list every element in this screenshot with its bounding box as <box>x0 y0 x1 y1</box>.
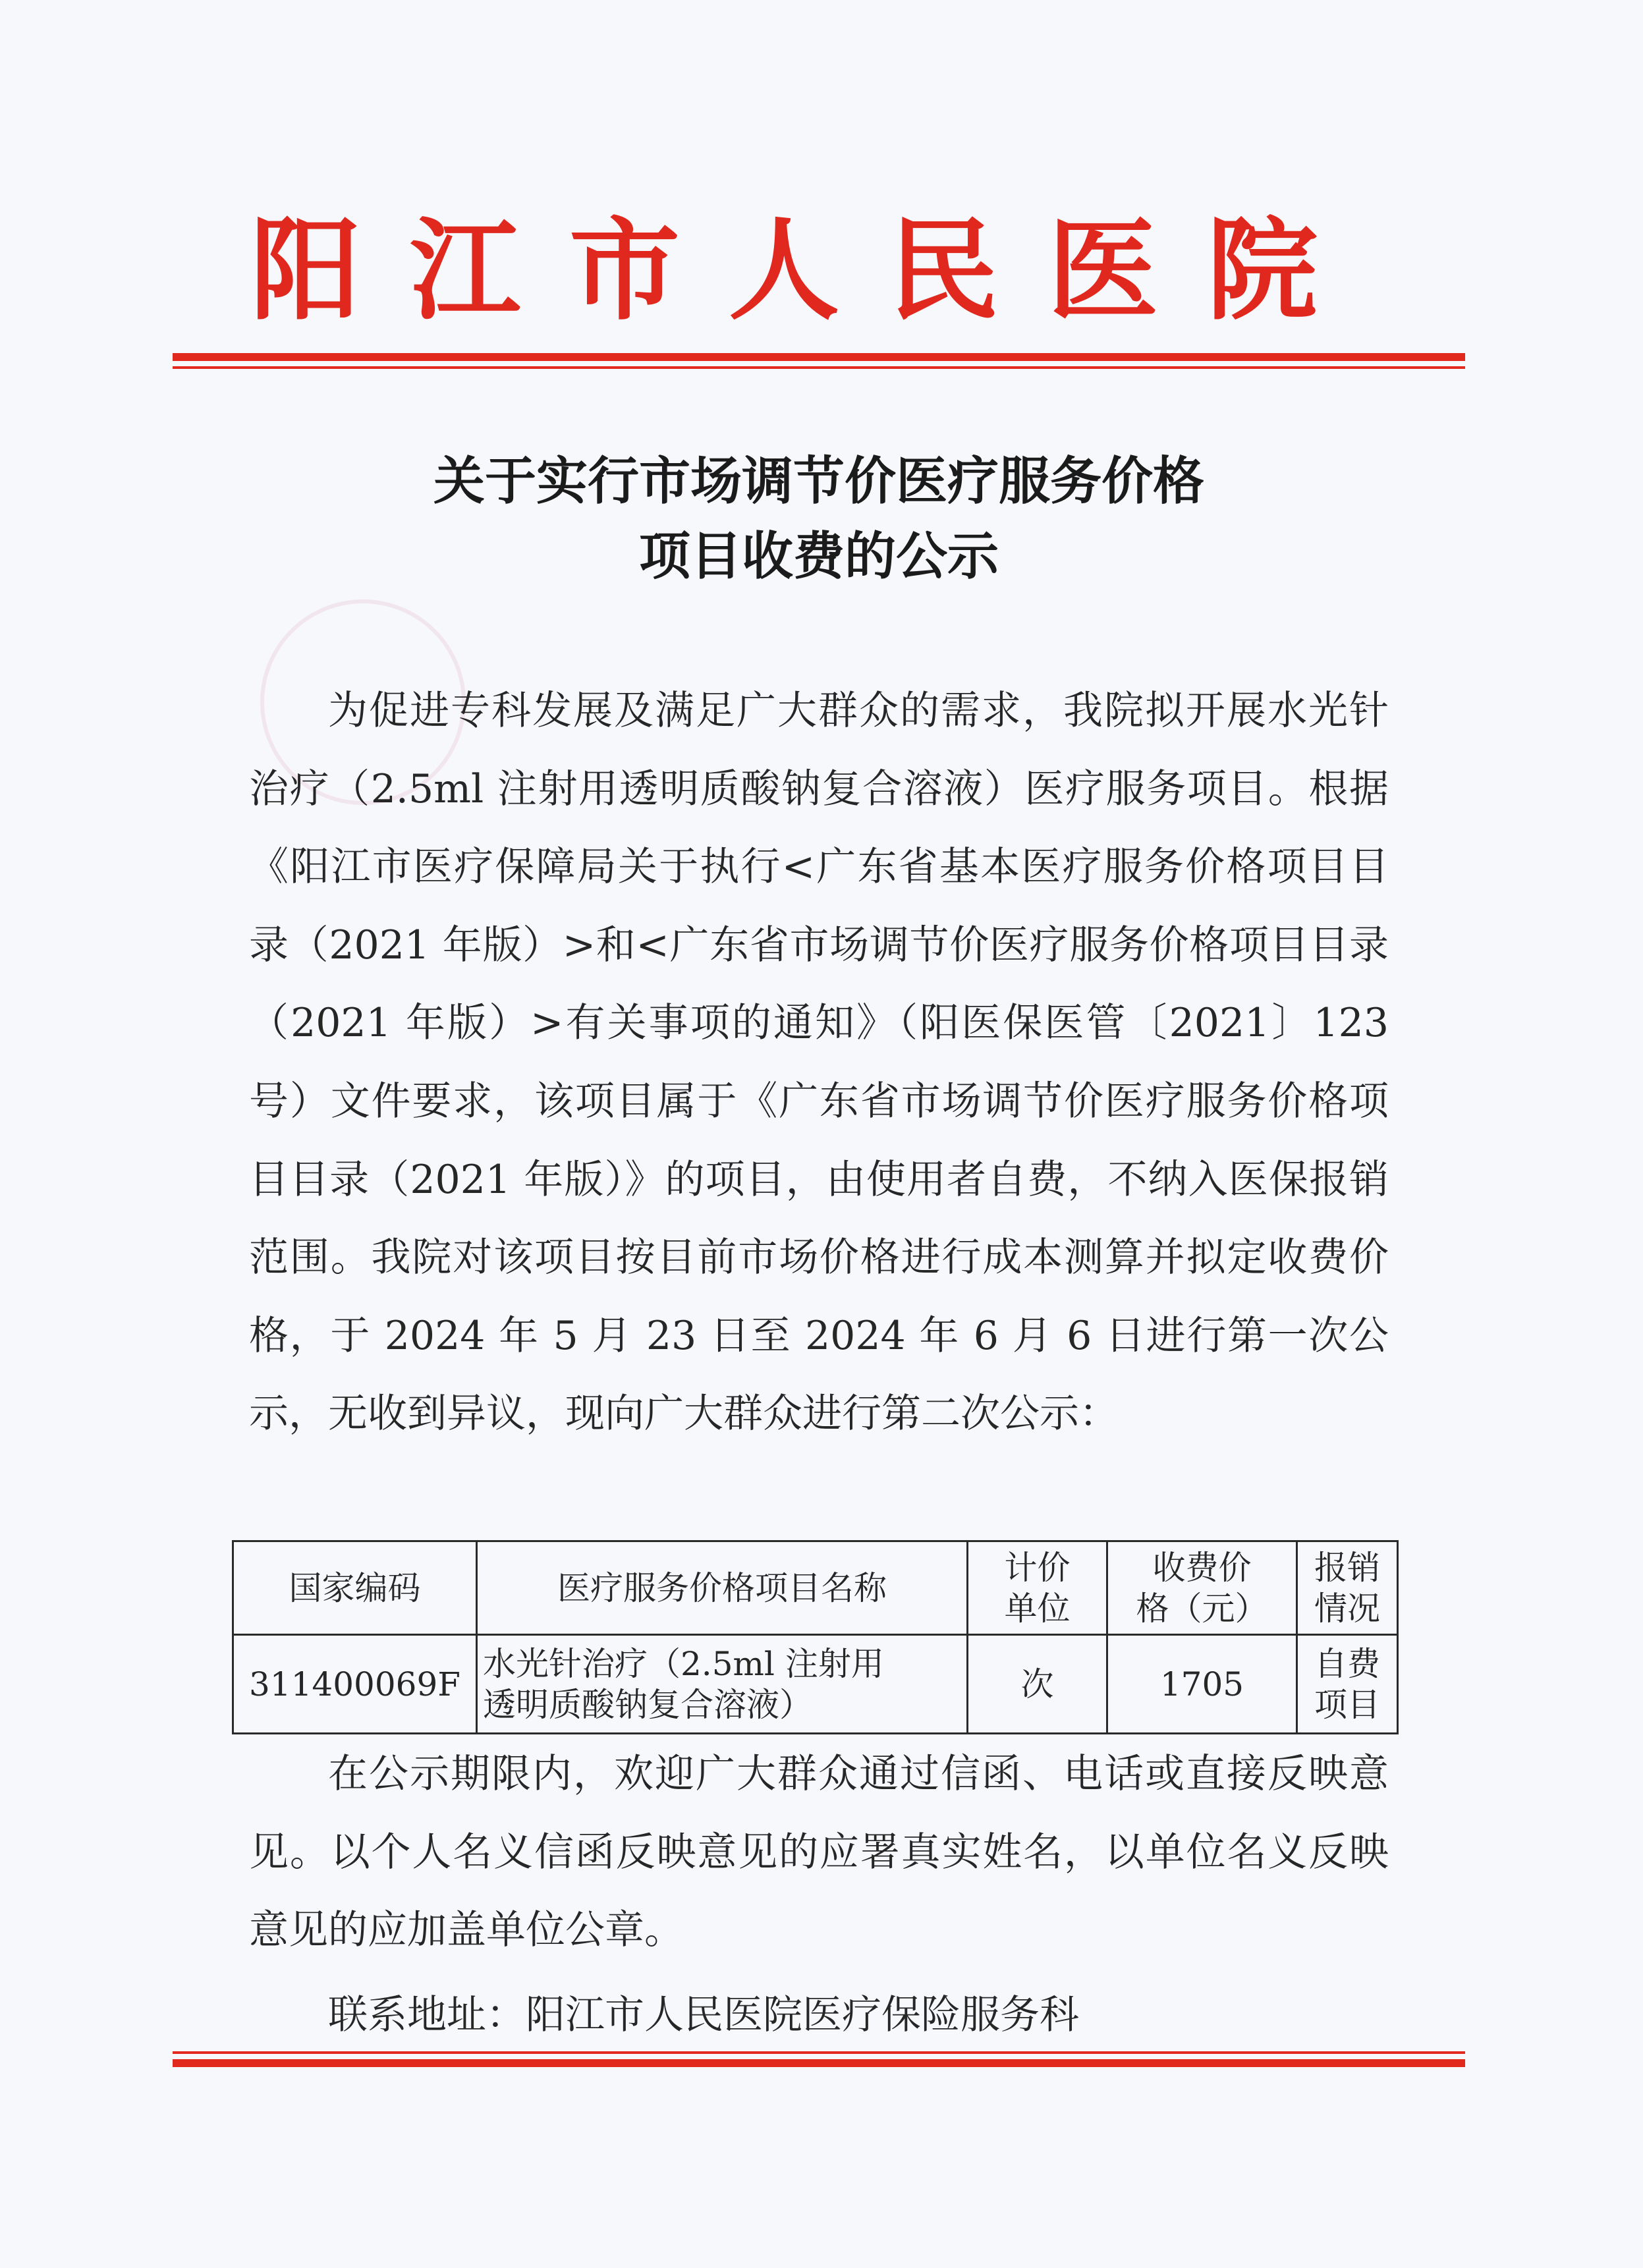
header-price-line2: 格（元） <box>1136 1589 1268 1628</box>
footer-rule-thin <box>173 2051 1465 2054</box>
header-unit <box>968 1541 1107 1635</box>
notice-paragraph-2: 在公示期限内，欢迎广大群众通过信函、电话或直接反映意见。以个人名义信函反映意见的应署真实姓名，以单位名义反映意见的应加盖单位公章。 <box>249 1751 1389 1954</box>
header-code: 国家编码 <box>233 1541 477 1635</box>
cell-name-line2: 透明质酸钠复合溶液） <box>483 1685 812 1724</box>
cell-name-line1: 水光针治疗（2.5ml 注射用 <box>483 1644 884 1683</box>
cell-price: 1705 <box>1107 1635 1297 1734</box>
header-unit-line1: 计价 <box>1004 1548 1071 1587</box>
contact-address: 联系地址：阳江市人民医院医疗保险服务科 <box>328 1992 1079 2038</box>
masthead-rule-thick <box>173 353 1465 361</box>
table-row <box>233 1635 1398 1734</box>
notice-title-line2: 项目收费的公示 <box>638 526 999 586</box>
cell-name <box>477 1635 968 1734</box>
cell-reimb-line1: 自费 <box>1314 1644 1380 1683</box>
header-price <box>1107 1541 1297 1635</box>
header-reimb-line2: 情况 <box>1314 1589 1380 1628</box>
cell-reimb-line2: 项目 <box>1314 1685 1380 1724</box>
header-name: 医疗服务价格项目名称 <box>477 1541 968 1635</box>
footer-rule-thick <box>173 2059 1465 2067</box>
header-price-line1: 收费价 <box>1152 1548 1252 1587</box>
cell-unit: 次 <box>968 1635 1107 1734</box>
masthead-rule-thin <box>173 366 1465 369</box>
notice-paragraph-1: 为促进专科发展及满足广大群众的需求，我院拟开展水光针治疗（2.5ml 注射用透明质酸钠复合溶液）医疗服务项目。根据《阳江市医疗保障局关于执行<广东省基本医疗服务价格项目目录（2021 年版）>和<广东省市场调节价医疗服务价格项目目录（2021 年版）>有关事项的通知》（阳医保医管〔2021〕123 号）文件要求，该项目属于《广东省市场调节价医疗服务价格项目目录（2021 年版）》的项目，由使用者自费，不纳入医保报销范围。我院对该项目按目前市场价格进行成本测算并拟定收费价格，于 2024 年 5 月 23 日至 2024 年 6 月 6 日进行第一次公示，无收到异议，现向广大群众进行第二次公示： <box>249 688 1389 1437</box>
notice-title-line1: 关于实行市场调节价医疗服务价格 <box>433 451 1204 511</box>
header-unit-line2: 单位 <box>1004 1589 1071 1628</box>
header-reimbursement <box>1297 1541 1398 1635</box>
header-reimb-line1: 报销 <box>1314 1548 1380 1587</box>
masthead-org-name: 阳江市人民医院 <box>250 205 1366 335</box>
price-table <box>232 1540 1399 1734</box>
cell-reimbursement <box>1297 1635 1398 1734</box>
cell-code: 311400069F <box>233 1635 477 1734</box>
table-header-row <box>233 1541 1398 1635</box>
